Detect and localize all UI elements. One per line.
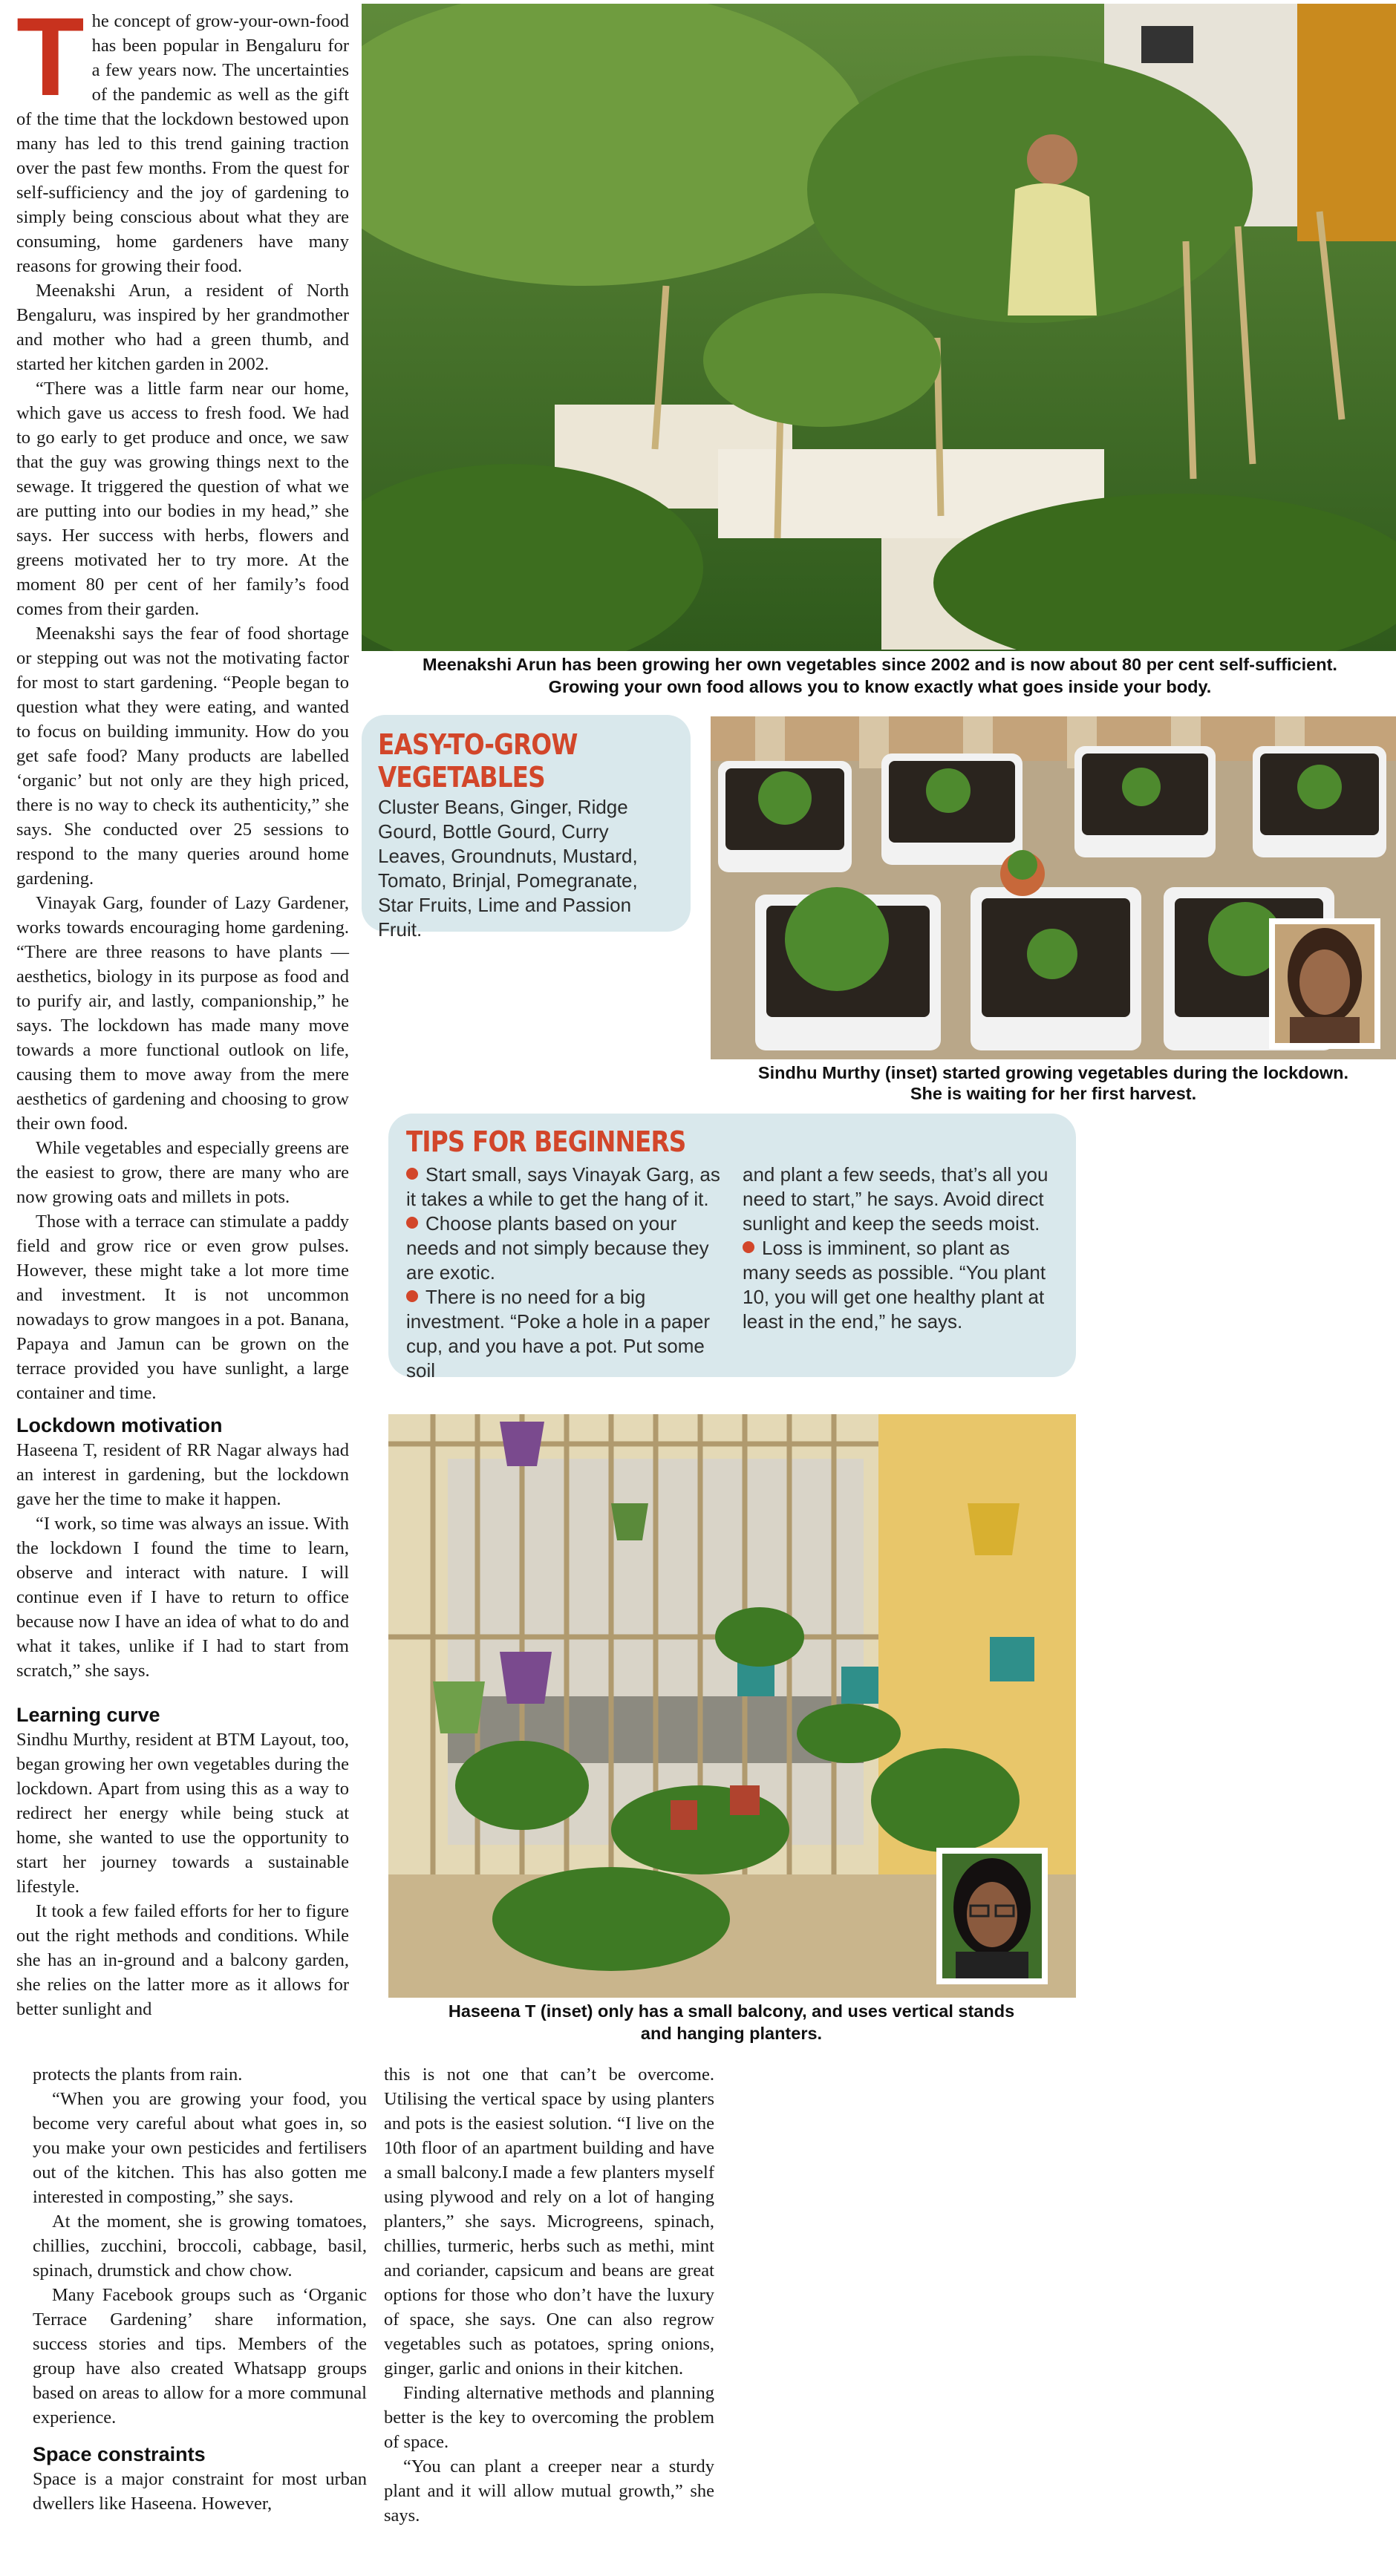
photo-terrace-garden <box>362 4 1396 651</box>
caption-photo-balcony: Haseena T (inset) only has a small balcony, and uses vertical stands and hanging planters. <box>448 2001 1015 2043</box>
tips-column-1 <box>406 1163 722 1383</box>
portrait-image <box>1275 924 1374 1043</box>
paragraph: Many Facebook groups such as ‘Organic Terrace Gardening’ share information, success stories and tips. Members of the group have also created Whatsapp groups based on areas to allow for a more communal experience. <box>33 2285 367 2428</box>
paragraph: Those with a terrace can stimulate a paddy field and grow rice or even grow pulses. However, these might take a lot more time and investment. It is not uncommon nowadays to grow mangoes in a pot. Banana, Papaya and Jamun can be grown on the terrace provided you have sunlight, a large container and time. <box>16 1212 349 1403</box>
bullet-icon <box>743 1241 754 1253</box>
photo-balcony <box>388 1414 1076 1998</box>
paragraph: While vegetables and especially greens are the easiest to grow, there are many who are now growing oats and millets in pots. <box>16 1138 349 1207</box>
tip-item: Start small, says Vinayak Garg, as it takes a while to get the hang of it. <box>406 1163 720 1210</box>
easy-box-title-line2: VEGETABLES <box>378 761 545 794</box>
section-heading-learning: Learning curve <box>16 1704 160 1726</box>
paragraph: this is not one that can’t be overcome. Utilising the vertical space by using planters and pots is the easiest solution. “I live on the 10th floor of an apartment building and have a small balcony.I made a few planters myself using plywood and rely on a lot of hanging planters,” she says. Microgreens, spinach, chillies, turmeric, herbs such as methi, mint and coriander, capsicum and beans are great options for those who don’t have the luxury of space, she says. One can also regrow vegetables such as potatoes, spring onions, ginger, garlic and onions in their kitchen. <box>384 2065 714 2379</box>
tip-item: Loss is imminent, so plant as many seeds as possible. “You plant 10, you will get one healthy plant at least in the end,” he says. <box>743 1237 1046 1333</box>
bullet-icon <box>406 1168 418 1180</box>
paragraph: Meenakshi Arun, a resident of North Bengaluru, was inspired by her grandmother and mother who had a green thumb, and started her kitchen garden in 2002. <box>16 281 349 374</box>
tips-column-2 <box>743 1163 1058 1383</box>
paragraph: It took a few failed efforts for her to figure out the right methods and conditions. While she has an in-ground and a balcony garden, she relies on the latter more as it allows for better sunlight and <box>16 1901 349 2019</box>
easy-to-grow-box <box>362 715 691 941</box>
bullet-icon <box>406 1217 418 1229</box>
paragraph: At the moment, she is growing tomatoes, chillies, zucchini, broccoli, cabbage, basil, spinach, drumstick and chow chow. <box>33 2211 367 2281</box>
portrait-image <box>942 1854 1042 1978</box>
bullet-icon <box>406 1290 418 1302</box>
section-heading-space: Space constraints <box>33 2443 206 2465</box>
tip-item: There is no need for a big investment. “Poke a hole in a paper cup, and you have a pot. Put some soil <box>406 1286 711 1382</box>
tips-box <box>388 1114 1076 1382</box>
caption-photo-terrace: Meenakshi Arun has been growing her own vegetables since 2002 and is now about 80 per cent self-sufficient. Growing your own food allows you to know exactly what goes inside your body. <box>423 655 1337 696</box>
paragraph: Meenakshi says the fear of food shortage or stepping out was not the motivating factor for most to start gardening. “People began to question what they were eating, and wanted to focus on building immunity. How do you get safe food? Many products are labelled ‘organic’ but not only are they high priced, there is no way to check its authenticity,” she says. She conducted over 25 sessions to respond to the many queries around home gardening. <box>16 624 349 889</box>
dropcap: T <box>16 0 85 119</box>
paragraph: “You can plant a creeper near a sturdy plant and it will allow mutual growth,” she says. <box>384 2456 714 2526</box>
inset-portrait-sindhu <box>1269 918 1380 1049</box>
inset-portrait-haseena <box>936 1848 1048 1984</box>
paragraph: protects the plants from rain. <box>33 2065 243 2085</box>
paragraph: Sindhu Murthy, resident at BTM Layout, too, began growing her own vegetables during the lockdown. Apart from using this as a way to redirect her energy while being stuck at home, she wanted to use the opportunity to start her journey towards a sustainable lifestyle. <box>16 1730 349 1897</box>
terrace-garden-image <box>362 4 1396 651</box>
paragraph: Haseena T, resident of RR Nagar always had an interest in gardening, but the lockdown gave her the time to make it happen. <box>16 1440 349 1509</box>
photo-grow-bags <box>711 716 1396 1059</box>
tips-title: TIPS FOR BEGINNERS <box>406 1125 686 1158</box>
paragraph: “I work, so time was always an issue. With the lockdown I found the time to learn, observe and interact with nature. I will continue even if I have to return to office because now I have an idea of what to do and what it takes, unlike if I had to start from scratch,” she says. <box>16 1514 349 1681</box>
paragraph: “There was a little farm near our home, which gave us access to fresh food. We had to go early to get produce and once, we saw that the guy was growing things next to the sewage. It triggered the question of what we are putting into our bodies in my head,” she says. Her success with herbs, flowers and greens motivated her to try more. At the moment 80 per cent of her family’s food comes from their garden. <box>16 379 349 619</box>
tip-item: Choose plants based on your needs and not simply because they are exotic. <box>406 1212 709 1284</box>
article-column-bottom-left <box>33 2062 367 2516</box>
paragraph: Vinayak Garg, founder of Lazy Gardener, works towards encouraging home gardening. “There are three reasons to have plants — aesthetics, biology in its purpose as food and to purify air, and lastly, companionship,” he says. The lockdown has made many move towards a more functional outlook on life, causing them to move away from the mere aesthetics of gardening and choosing to grow their own food. <box>16 893 349 1134</box>
paragraph: “When you are growing your food, you become very careful about what goes in, so you make your own pesticides and fertilisers out of the kitchen. This has also gotten me interested in composting,” she says. <box>33 2089 367 2207</box>
article-column-bottom-right <box>384 2062 714 2528</box>
section-heading-lockdown: Lockdown motivation <box>16 1414 223 1436</box>
paragraph: he concept of grow-your-own-food has been popular in Bengaluru for a few years now. The uncertainties of the pandemic as well as the gift of the time that the lockdown bestowed upon many has led to this trend gaining traction over the past few months. From the quest for self-sufficiency and the joy of gardening to simply being conscious about what they are consuming, home gardeners have many reasons for growing their food. <box>16 11 349 276</box>
caption-photo-grow-bags-1: Sindhu Murthy (inset) started growing vegetables during the lockdown. <box>757 1063 1349 1082</box>
easy-box-list: Cluster Beans, Ginger, Ridge Gourd, Bottle Gourd, Curry Leaves, Groundnuts, Mustard, Tomato, Brinjal, Pomegranate, Star Fruits, Lime and Passion Fruit. <box>378 796 638 941</box>
paragraph: Finding alternative methods and planning better is the key to overcoming the problem of space. <box>384 2383 714 2452</box>
article-column-left <box>16 0 349 2021</box>
paragraph: Space is a major constraint for most urban dwellers like Haseena. However, <box>33 2469 367 2514</box>
easy-box-title-line1: EASY-TO-GROW <box>378 728 578 761</box>
tip-continuation: and plant a few seeds, that’s all you need to start,” he says. Avoid direct sunlight and keep the seeds moist. <box>743 1163 1048 1235</box>
caption-photo-grow-bags-2: She is waiting for her first harvest. <box>910 1084 1197 1103</box>
